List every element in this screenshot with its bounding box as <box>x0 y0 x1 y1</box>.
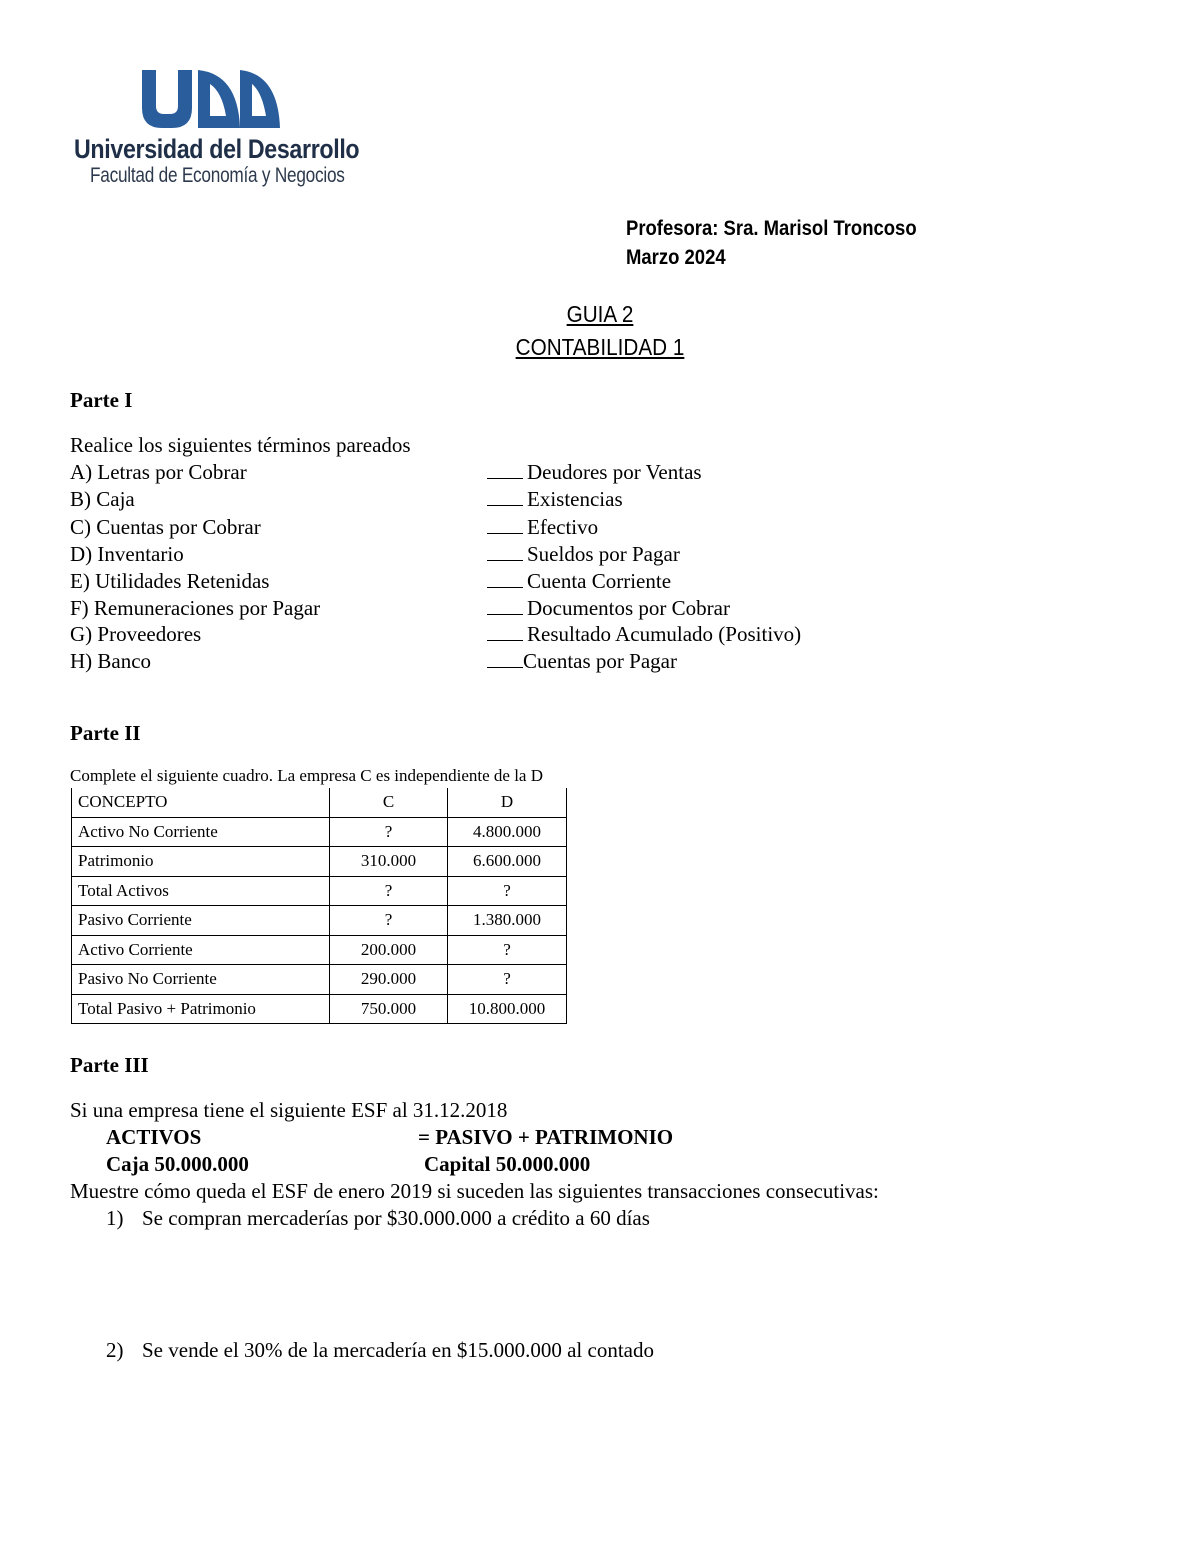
transaction-text: Se compran mercaderías por $30.000.000 a crédito a 60 días <box>142 1206 650 1230</box>
liabilities-label: = PASIVO + PATRIMONIO <box>418 1125 674 1149</box>
pair-right-7: Resultado Acumulado (Positivo) <box>487 622 801 647</box>
answer-blank[interactable] <box>487 462 523 479</box>
date-line: Marzo 2024 <box>626 246 726 269</box>
part3-intro: Si una empresa tiene el siguiente ESF al 31.12.2018 <box>70 1098 508 1122</box>
row-value-d: ? <box>448 965 567 995</box>
row-concept: Pasivo No Corriente <box>72 965 330 995</box>
table-row <box>72 847 567 877</box>
transaction-text: Se vende el 30% de la mercadería en $15.000.000 al contado <box>142 1338 654 1362</box>
answer-blank[interactable] <box>487 571 523 588</box>
table-row <box>72 906 567 936</box>
row-value-d: 6.600.000 <box>448 847 567 877</box>
row-value-c: 200.000 <box>330 935 448 965</box>
row-value-d: 1.380.000 <box>448 906 567 936</box>
row-value-c: ? <box>330 876 448 906</box>
row-value-c: ? <box>330 906 448 936</box>
capital-value: Capital 50.000.000 <box>424 1152 591 1176</box>
pair-right-8: Cuentas por Pagar <box>487 649 677 674</box>
table-row <box>72 994 567 1024</box>
pair-left-d: D) Inventario <box>70 542 184 566</box>
part1-instruction: Realice los siguientes términos pareados <box>70 433 411 457</box>
header-c: C <box>330 788 448 817</box>
pair-left-c: C) Cuentas por Cobrar <box>70 515 261 539</box>
part3-instruction: Muestre cómo queda el ESF de enero 2019 si suceden las siguientes transacciones consecutivas: <box>70 1179 879 1203</box>
row-value-c: ? <box>330 817 448 847</box>
professor-line: Profesora: Sra. Marisol Troncoso <box>626 217 917 240</box>
assets-value: Caja 50.000.000 <box>106 1152 249 1176</box>
course-title: CONTABILIDAD 1 <box>515 334 685 360</box>
pair-right-5: Cuenta Corriente <box>487 569 671 594</box>
table-row <box>72 817 567 847</box>
pair-right-2: Existencias <box>487 487 623 512</box>
answer-blank[interactable] <box>487 517 523 534</box>
pair-right-1: Deudores por Ventas <box>487 460 702 485</box>
table-row <box>72 965 567 995</box>
row-value-d: ? <box>448 935 567 965</box>
faculty-name: Facultad de Economía y Negocios <box>90 164 345 187</box>
row-value-c: 310.000 <box>330 847 448 877</box>
pair-right-4: Sueldos por Pagar <box>487 542 680 567</box>
concept-table <box>71 788 567 1024</box>
pair-right-3: Efectivo <box>487 515 598 540</box>
udd-logo-icon <box>140 70 282 128</box>
pair-left-h: H) Banco <box>70 649 152 673</box>
row-concept: Activo Corriente <box>72 935 330 965</box>
table-header-row <box>72 788 567 817</box>
row-concept: Activo No Corriente <box>72 817 330 847</box>
pair-left-f: F) Remuneraciones por Pagar <box>70 596 321 620</box>
part1-heading: Parte I <box>70 388 133 412</box>
part2-instruction: Complete el siguiente cuadro. La empresa C es independiente de la D <box>70 766 544 785</box>
pair-left-b: B) Caja <box>70 487 135 511</box>
pair-right-6: Documentos por Cobrar <box>487 596 730 621</box>
part2-heading: Parte II <box>70 721 141 745</box>
answer-blank[interactable] <box>487 544 523 561</box>
university-name: Universidad del Desarrollo <box>74 134 360 164</box>
row-value-c: 290.000 <box>330 965 448 995</box>
row-value-d: 4.800.000 <box>448 817 567 847</box>
transaction-number: 1) <box>106 1206 124 1230</box>
row-concept: Patrimonio <box>72 847 330 877</box>
table-row <box>72 876 567 906</box>
pair-left-a: A) Letras por Cobrar <box>70 460 247 484</box>
answer-blank[interactable] <box>487 489 523 506</box>
row-value-c: 750.000 <box>330 994 448 1024</box>
row-concept: Pasivo Corriente <box>72 906 330 936</box>
transaction-number: 2) <box>106 1338 124 1362</box>
row-value-d: 10.800.000 <box>448 994 567 1024</box>
row-value-d: ? <box>448 876 567 906</box>
header-concepto: CONCEPTO <box>72 788 330 817</box>
header-d: D <box>448 788 567 817</box>
answer-blank[interactable] <box>487 624 523 641</box>
assets-label: ACTIVOS <box>106 1125 202 1149</box>
table-row <box>72 935 567 965</box>
pair-left-g: G) Proveedores <box>70 622 202 646</box>
guide-title: GUIA 2 <box>566 301 634 327</box>
row-concept: Total Activos <box>72 876 330 906</box>
answer-blank[interactable] <box>487 598 523 615</box>
row-concept: Total Pasivo + Patrimonio <box>72 994 330 1024</box>
pair-left-e: E) Utilidades Retenidas <box>70 569 270 593</box>
part3-heading: Parte III <box>70 1053 149 1077</box>
answer-blank[interactable] <box>487 651 523 668</box>
